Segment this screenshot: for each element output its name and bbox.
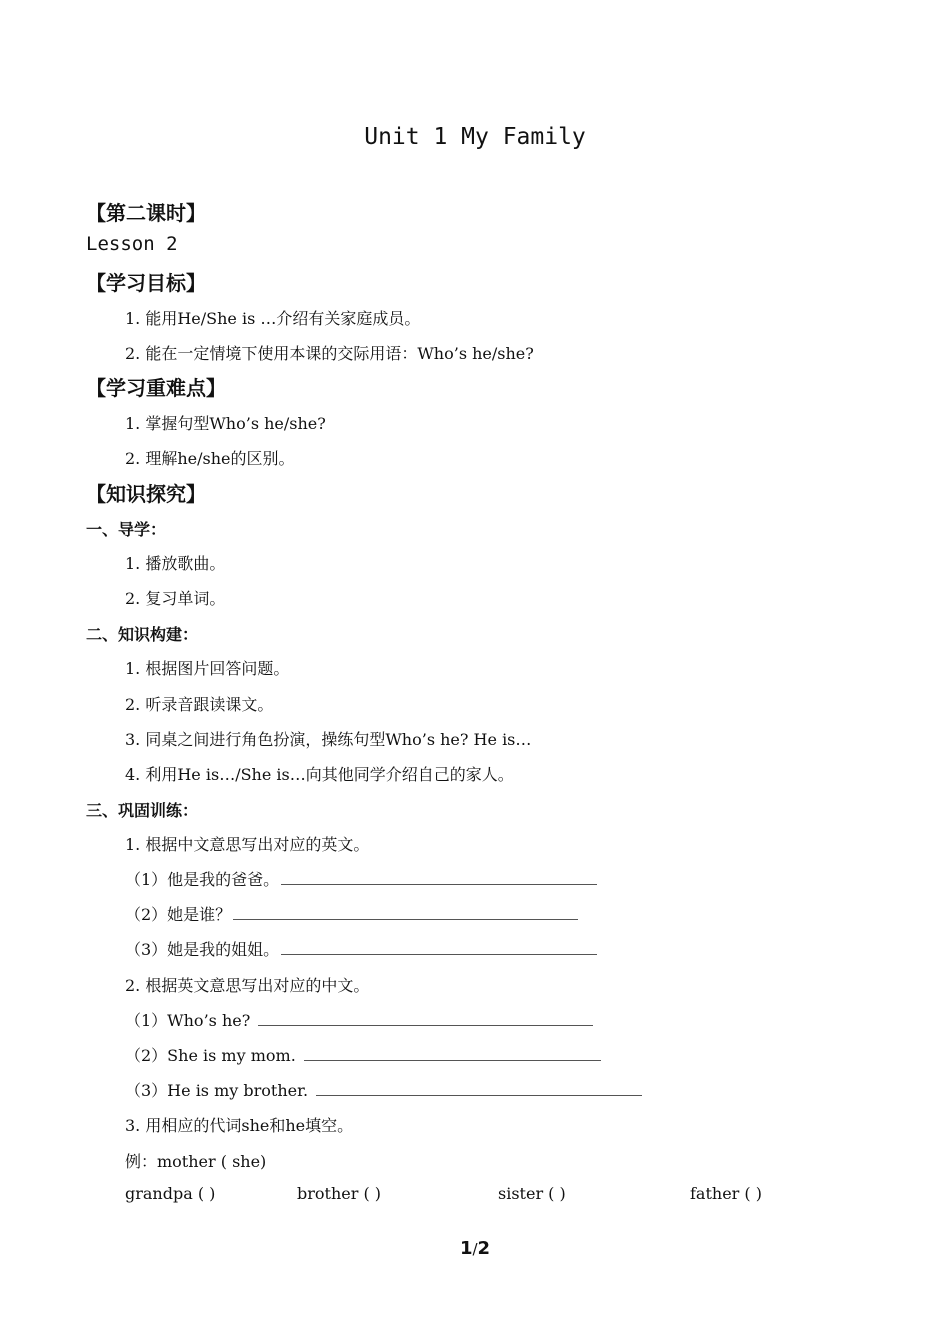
question-prompt: （1）Who’s he? [125, 1011, 251, 1030]
question-1-item [125, 867, 597, 890]
pronoun-blank-sister[interactable]: sister ( ) [498, 1184, 566, 1203]
question-prompt: （2）She is my mom. [125, 1046, 296, 1065]
build-heading: 二、知识构建： [86, 625, 199, 644]
goal-item: 2. 能在一定情境下使用本课的交际用语：Who’s he/she? [125, 344, 534, 363]
answer-blank[interactable] [304, 1044, 601, 1061]
page-current: 1 [459, 1238, 473, 1259]
pronoun-blank-father[interactable]: father ( ) [690, 1184, 762, 1203]
period-heading: 【第二课时】 [86, 201, 206, 225]
build-item: 4. 利用He is…/She is…向其他同学介绍自己的家人。 [125, 765, 514, 784]
question-prompt: （3）她是我的姐姐。 [125, 940, 280, 959]
question-1-item [125, 902, 578, 925]
guide-heading: 一、导学： [86, 520, 167, 539]
goal-item: 1. 能用He/She is …介绍有关家庭成员。 [125, 309, 421, 328]
page-number [0, 1238, 950, 1259]
question-1-item [125, 937, 597, 960]
question-2-item [125, 1078, 642, 1101]
question-2-item [125, 1043, 601, 1066]
keypoint-item: 1. 掌握句型Who’s he/she? [125, 414, 326, 433]
question-prompt: （1）他是我的爸爸。 [125, 870, 280, 889]
answer-blank[interactable] [316, 1079, 642, 1096]
pronoun-blank-grandpa[interactable]: grandpa ( ) [125, 1184, 216, 1203]
question-prompt: （2）她是谁？ [125, 905, 232, 924]
answer-blank[interactable] [281, 868, 597, 885]
question-3-example: 例：mother ( she) [125, 1152, 267, 1171]
explore-heading: 【知识探究】 [86, 482, 206, 506]
guide-item: 1. 播放歌曲。 [125, 554, 226, 573]
document-title: Unit 1 My Family [364, 124, 586, 150]
practice-heading: 三、巩固训练： [86, 801, 199, 820]
answer-blank[interactable] [258, 1009, 593, 1026]
pronoun-fill-row [125, 1184, 845, 1204]
answer-blank[interactable] [233, 903, 578, 920]
question-2-item [125, 1008, 593, 1031]
build-item: 2. 听录音跟读课文。 [125, 695, 274, 714]
page-separator: / [472, 1240, 478, 1258]
keypoints-heading: 【学习重难点】 [86, 376, 226, 400]
pronoun-blank-brother[interactable]: brother ( ) [297, 1184, 382, 1203]
question-3-label: 3. 用相应的代词she和he填空。 [125, 1116, 354, 1135]
build-item: 3. 同桌之间进行角色扮演，操练句型Who’s he? He is… [125, 730, 532, 749]
question-1-label: 1. 根据中文意思写出对应的英文。 [125, 835, 370, 854]
page-total: 2 [477, 1238, 491, 1259]
build-item: 1. 根据图片回答问题。 [125, 659, 290, 678]
question-2-label: 2. 根据英文意思写出对应的中文。 [125, 976, 370, 995]
answer-blank[interactable] [281, 938, 597, 955]
goals-heading: 【学习目标】 [86, 271, 206, 295]
question-prompt: （3）He is my brother. [125, 1081, 309, 1100]
guide-item: 2. 复习单词。 [125, 589, 226, 608]
keypoint-item: 2. 理解he/she的区别。 [125, 449, 295, 468]
lesson-label: Lesson 2 [86, 233, 178, 255]
